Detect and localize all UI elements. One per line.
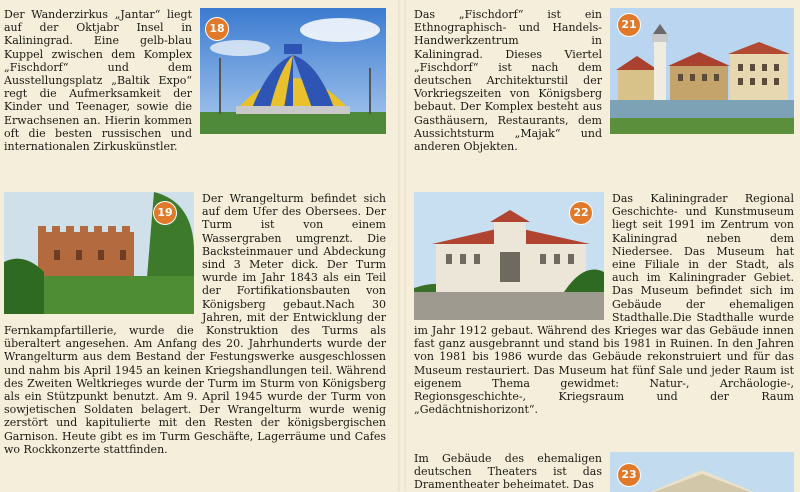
section-text: Das „Fischdorf“ ist ein Ethnographisch- und Handels-Handwerkzentrum in Kaliningrad. Dieses Viertel „Fischdorf“ ist nach dem deutschen Architekturstil der Vorkriegszeiten von Königsberg bebaut. Der Komplex besteht aus Gasthäusern, Restaurants, dem Aussichtsturm „Majak“ und anderen Objekten. [414, 8, 602, 154]
section-number-badge: 21 [618, 14, 640, 36]
section-text: Der Wanderzirkus „Jantar“ liegt auf der Oktjabr Insel in Kaliningrad. Eine gelb-blau Kuppel zwischen dem Komplex „Fischdorf“ und dem Ausstellungsplatz „Baltik Expo“ regt die Aufmerksamkeit der Kinder und Teenager, sowie die Erwachsenen an. Hierin kommen oft die besten russischen und internationalen Zirkuskünstler. [4, 8, 192, 154]
section-text: Im Gebäude des ehemaligen deutschen Theaters ist das Dramentheater beheimatet. Das [414, 452, 602, 492]
wrangelturm-photo [4, 192, 194, 314]
section-19 [4, 192, 386, 456]
section-text: Das Kaliningrader Regional Geschichte- und Kunstmuseum liegt seit 1991 im Zentrum von Kaliningrad neben dem Niedersee. Das Museum hat eine Filiale in der Stadt, als auch im Kaliningrader Gebiet. Das Museum befindet sich im Gebäude der ehemaligen Stadthalle.Die Stadthalle wurde im Jahr 1912 gebaut. Während des Krieges war das Gebäude innen fast ganz ausgebrannt und stand bis 1981 in Ruinen. In den Jahren von 1981 bis 1986 wurde das Gebäude rekonstruiert und für das Museum restauriert. Das Museum hat fünf Sale und jeder Raum ist eigenem Thema gewidmet: Natur-, Archäologie-, Regionsgeschichte-, Kriegsraum und der Raum „Gedächtnishorizont“. [414, 192, 794, 417]
circus-dome-photo [200, 8, 386, 134]
section-number-badge: 22 [570, 202, 592, 224]
section-22 [414, 192, 794, 416]
fischdorf-photo [610, 8, 794, 134]
section-number-badge: 18 [206, 18, 228, 40]
section-text: Der Wrangelturm befindet sich auf dem Ufer des Obersees. Der Turm ist von einem Wassergraben umgrenzt. Die Backsteinmauer und Abdeckung sind 3 Meter dick. Der Turm wurde im Jahr 1843 als ein Teil der Fortifikationsbauten von Königsberg gebaut.Nach 30 Jahren, mit der Entwicklung der Fernkampfartillerie, wurde die Konstruktion des Turms als überaltert angesehen. Am Anfang des 20. Jahrhunderts wurde der Wrangelturm aus dem Bestand der Festungswerke ausgeschlossen und nahm bis April 1945 an keinen Kriegshandlungen teil. Während des Zweiten Weltkrieges wurde der Turm im Sturm von Königsberg als ein Stützpunkt benutzt. Am 9. April 1945 wurde der Turm von sowjetischen Soldaten belagert. Der Wrangelturm wurde wenig zerstört und kapitulierte mit den Resten der königsbergischen Garnison. Heute gibt es im Turm Geschäfte, Lagerräume und Cafes wo Rockkonzerte stattfinden. [4, 192, 386, 456]
section-number-badge: 23 [618, 464, 640, 486]
section-18 [4, 8, 386, 153]
section-number-badge: 19 [154, 202, 176, 224]
section-21 [414, 8, 794, 153]
page-fold [398, 0, 406, 491]
theater-photo [610, 452, 794, 492]
section-23 [414, 452, 794, 492]
museum-photo [414, 192, 604, 320]
